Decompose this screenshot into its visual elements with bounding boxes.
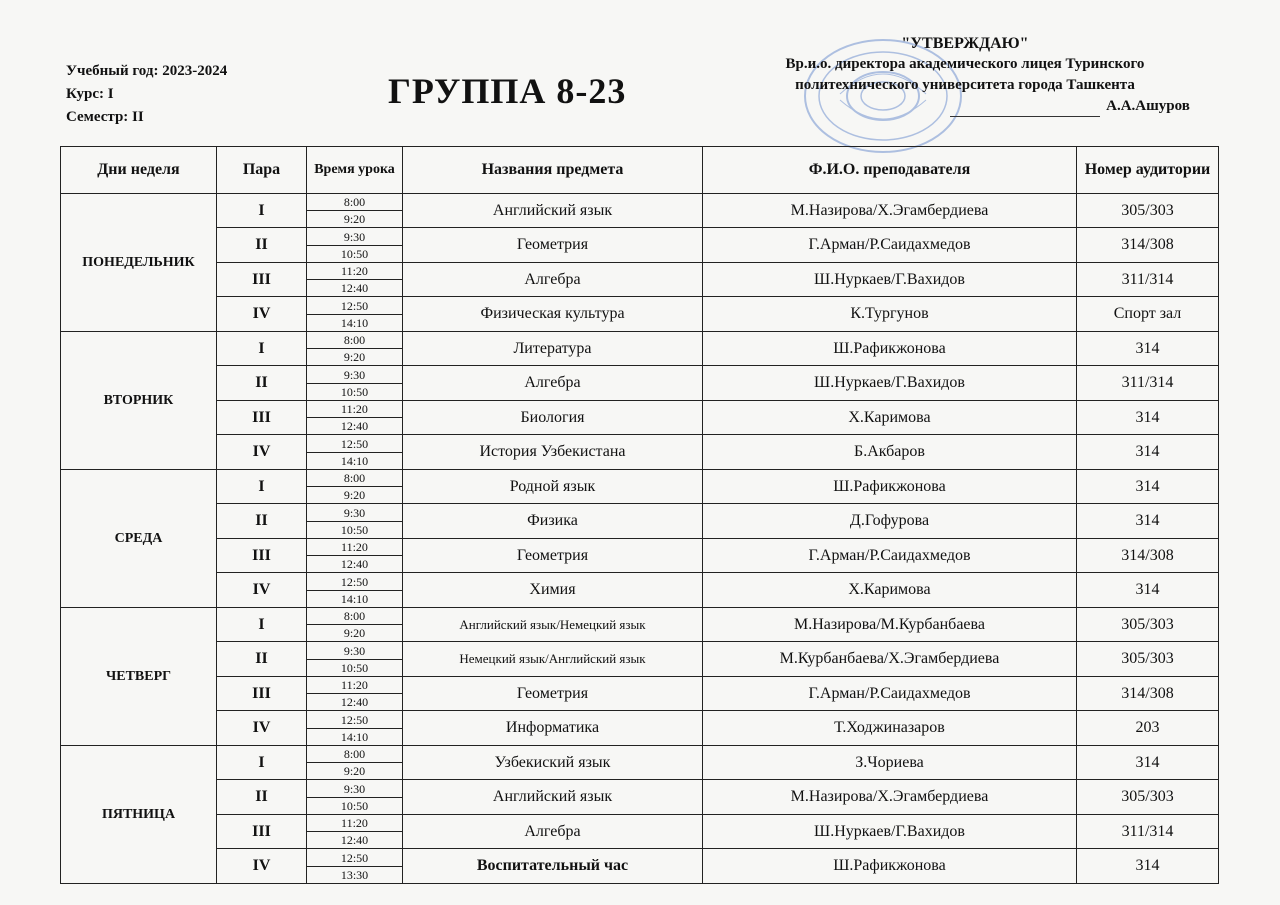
room-cell: 305/303 [1077,608,1219,642]
table-row [61,746,1219,780]
teacher-cell: М.Курбанбаева/Х.Эгамбердиева [703,642,1077,677]
time-end: 10:50 [307,521,402,538]
time-cell [307,746,403,780]
signer-name: А.А.Ашуров [1106,98,1190,114]
time-start: 9:30 [343,367,366,382]
time-cell [307,470,403,504]
subject-cell: Алгебра [403,366,703,401]
time-end: 14:10 [307,452,402,469]
semester: Семестр: II [66,109,144,125]
table-row [61,401,1219,435]
time-end: 14:10 [307,314,402,331]
col-room-header: Номер аудитории [1077,147,1219,194]
time-cell [307,504,403,539]
time-start: 11:20 [341,678,368,692]
time-cell [307,263,403,297]
time-end: 10:50 [307,245,402,262]
teacher-cell: Х.Каримова [703,401,1077,435]
para-cell: III [217,539,307,573]
table-row [61,780,1219,815]
teacher-cell: К.Тургунов [703,297,1077,332]
col-day-header: Дни неделя [61,147,217,194]
time-cell [307,780,403,815]
para-cell: I [217,470,307,504]
subject-cell: Английский язык/Немецкий язык [403,608,703,642]
teacher-cell: Ш.Нуркаев/Г.Вахидов [703,366,1077,401]
time-start: 8:00 [343,609,366,623]
room-cell: 314 [1077,849,1219,884]
table-row [61,642,1219,677]
course: Курс: I [66,86,114,102]
para-cell: I [217,194,307,228]
subject-cell: Литература [403,332,703,366]
table-row [61,366,1219,401]
time-start: 9:30 [343,229,366,244]
teacher-cell: Г.Арман/Р.Саидахмедов [703,539,1077,573]
time-end: 10:50 [307,797,402,814]
approve-position-line1: Вр.и.о. директора академического лицея Туринского [785,56,1145,72]
para-cell: IV [217,711,307,746]
table-row [61,815,1219,849]
time-start: 11:20 [341,540,368,554]
table-row [61,470,1219,504]
header-row [61,147,1219,194]
subject-cell: Узбекиский язык [403,746,703,780]
table-row [61,297,1219,332]
time-cell [307,435,403,470]
room-cell: 311/314 [1077,263,1219,297]
teacher-cell: Ш.Нуркаев/Г.Вахидов [703,815,1077,849]
teacher-cell: Г.Арман/Р.Саидахмедов [703,228,1077,263]
col-time-header: Время урока [307,147,403,194]
time-start: 8:00 [343,195,366,209]
teacher-cell: Ш.Рафикжонова [703,849,1077,884]
signature-line [700,96,1230,117]
time-start: 9:30 [343,505,366,520]
time-start: 12:50 [340,850,369,865]
room-cell: 305/303 [1077,642,1219,677]
time-start: 9:30 [343,643,366,658]
time-end: 12:40 [307,279,402,296]
teacher-cell: Ш.Нуркаев/Г.Вахидов [703,263,1077,297]
time-cell [307,711,403,746]
day-cell: ПОНЕДЕЛЬНИК [61,194,217,332]
room-cell: 314 [1077,401,1219,435]
room-cell: 203 [1077,711,1219,746]
time-start: 8:00 [343,747,366,761]
time-end: 9:20 [307,486,402,503]
room-cell: 311/314 [1077,366,1219,401]
time-cell [307,608,403,642]
room-cell: 314/308 [1077,539,1219,573]
time-start: 8:00 [343,471,366,485]
para-cell: III [217,677,307,711]
para-cell: III [217,263,307,297]
table-row [61,194,1219,228]
table-row [61,677,1219,711]
table-row [61,435,1219,470]
time-cell [307,297,403,332]
room-cell: 314/308 [1077,677,1219,711]
teacher-cell: М.Назирова/М.Курбанбаева [703,608,1077,642]
teacher-cell: Ш.Рафикжонова [703,332,1077,366]
room-cell: 314 [1077,470,1219,504]
room-cell: 314 [1077,573,1219,608]
room-cell: 314 [1077,435,1219,470]
para-cell: IV [217,573,307,608]
subject-cell: Физика [403,504,703,539]
subject-cell: Физическая культура [403,297,703,332]
time-end: 9:20 [307,348,402,365]
col-teacher-header: Ф.И.О. преподавателя [703,147,1077,194]
teacher-cell: М.Назирова/Х.Эгамбердиева [703,780,1077,815]
table-row [61,504,1219,539]
time-end: 14:10 [307,728,402,745]
time-end: 13:30 [307,866,402,883]
para-cell: II [217,228,307,263]
time-cell [307,815,403,849]
teacher-cell: Х.Каримова [703,573,1077,608]
time-cell [307,332,403,366]
time-start: 11:20 [341,402,368,416]
time-cell [307,849,403,884]
subject-cell: Химия [403,573,703,608]
time-start: 12:50 [340,436,369,451]
subject-cell: Геометрия [403,228,703,263]
day-cell: ВТОРНИК [61,332,217,470]
subject-cell: Английский язык [403,194,703,228]
table-row [61,608,1219,642]
time-end: 10:50 [307,383,402,400]
time-cell [307,366,403,401]
time-end: 9:20 [307,762,402,779]
time-end: 12:40 [307,555,402,572]
subject-cell: Алгебра [403,815,703,849]
teacher-cell: М.Назирова/Х.Эгамбердиева [703,194,1077,228]
para-cell: II [217,780,307,815]
para-cell: I [217,608,307,642]
time-cell [307,677,403,711]
table-row [61,573,1219,608]
time-start: 11:20 [341,264,368,278]
time-end: 9:20 [307,624,402,641]
subject-cell: Родной язык [403,470,703,504]
time-start: 12:50 [340,298,369,313]
room-cell: 311/314 [1077,815,1219,849]
subject-cell: Геометрия [403,539,703,573]
time-start: 11:20 [341,816,368,830]
document-meta [66,60,227,129]
para-cell: IV [217,297,307,332]
para-cell: III [217,401,307,435]
teacher-cell: Д.Гофурова [703,504,1077,539]
para-cell: I [217,332,307,366]
approve-position-line2: политехнического университета города Ташкента [795,77,1135,93]
col-para-header: Пара [217,147,307,194]
time-cell [307,401,403,435]
subject-cell: Немецкий язык/Английский язык [403,642,703,677]
table-row [61,228,1219,263]
time-start: 8:00 [343,333,366,347]
academic-year: Учебный год: 2023-2024 [66,63,228,79]
subject-cell: Информатика [403,711,703,746]
signature-underline [950,116,1100,117]
subject-cell: История Узбекистана [403,435,703,470]
para-cell: IV [217,435,307,470]
table-row [61,263,1219,297]
para-cell: II [217,366,307,401]
room-cell: 314 [1077,504,1219,539]
time-cell [307,573,403,608]
time-end: 12:40 [307,417,402,434]
table-row [61,539,1219,573]
day-cell: СРЕДА [61,470,217,608]
time-cell [307,194,403,228]
subject-cell: Геометрия [403,677,703,711]
table-row [61,849,1219,884]
subject-cell: Английский язык [403,780,703,815]
para-cell: IV [217,849,307,884]
subject-cell: Биология [403,401,703,435]
time-end: 14:10 [307,590,402,607]
approval-block [700,33,1230,117]
schedule-table [60,146,1219,884]
time-cell [307,642,403,677]
day-cell: ЧЕТВЕРГ [61,608,217,746]
time-cell [307,539,403,573]
room-cell: 314 [1077,746,1219,780]
para-cell: II [217,642,307,677]
para-cell: III [217,815,307,849]
time-cell [307,228,403,263]
time-start: 9:30 [343,781,366,796]
group-title: ГРУППА 8-23 [388,71,627,111]
time-start: 12:50 [340,712,369,727]
subject-cell: Алгебра [403,263,703,297]
room-cell: 314 [1077,332,1219,366]
table-row [61,711,1219,746]
teacher-cell: З.Чориева [703,746,1077,780]
subject-cell: Воспитательный час [403,849,703,884]
day-cell: ПЯТНИЦА [61,746,217,884]
para-cell: I [217,746,307,780]
teacher-cell: Б.Акбаров [703,435,1077,470]
table-row [61,332,1219,366]
para-cell: II [217,504,307,539]
teacher-cell: Т.Ходжиназаров [703,711,1077,746]
teacher-cell: Ш.Рафикжонова [703,470,1077,504]
time-start: 12:50 [340,574,369,589]
time-end: 10:50 [307,659,402,676]
col-subject-header: Названия предмета [403,147,703,194]
teacher-cell: Г.Арман/Р.Саидахмедов [703,677,1077,711]
room-cell: 305/303 [1077,194,1219,228]
room-cell: 305/303 [1077,780,1219,815]
room-cell: Спорт зал [1077,297,1219,332]
time-end: 12:40 [307,831,402,848]
time-end: 9:20 [307,210,402,227]
time-end: 12:40 [307,693,402,710]
room-cell: 314/308 [1077,228,1219,263]
approve-heading: "УТВЕРЖДАЮ" [901,35,1029,52]
